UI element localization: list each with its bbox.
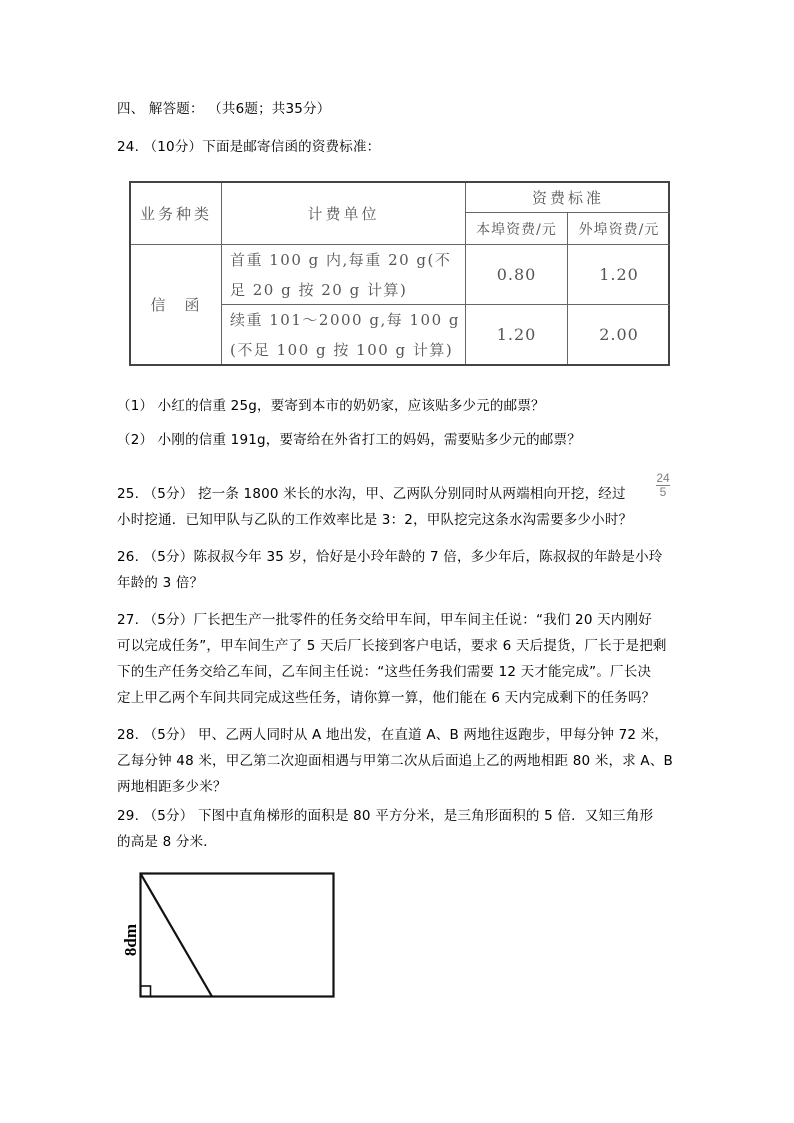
row-1-unit-line2: 足 20 g 按 20 g 计算): [230, 281, 408, 299]
header-standard: 资费标准: [531, 189, 604, 207]
row-2-unit-line2: (不足 100 g 按 100 g 计算): [230, 341, 454, 359]
question-27-line-3: 下的生产任务交给乙车间，乙车间主任说：“这些任务我们需要 12 天才能完成”。厂长决: [117, 664, 652, 680]
row-2-unit: [222, 305, 465, 364]
row-2-unit-line1: 续重 101～2000 g,每 100 g: [230, 311, 460, 329]
question-24-sub-1: （1） 小红的信重 25g，要寄到本市的奶奶家，应该贴多少元的邮票？: [117, 398, 545, 414]
question-25-line-1: 25. （5分） 挖一条 1800 米长的水沟，甲、乙两队分别同时从两端相向开挖，经过: [117, 486, 626, 502]
header-unit: 计费单位: [307, 205, 380, 223]
question-24-sub-2: （2） 小刚的信重 191g，要寄给在外省打工的妈妈，需要贴多少元的邮票？: [117, 432, 581, 448]
trapezoid-figure: [139, 872, 335, 998]
question-28-line-1: 28. （5分） 甲、乙两人同时从 A 地出发，在直道 A、B 两地往返跑步，甲每分钟 72 米，: [117, 727, 669, 743]
question-27-line-1: 27. （5分）厂长把生产一批零件的任务交给甲车间，甲车间主任说：“我们 20 天内刚好: [117, 612, 652, 628]
question-29-line-1: 29. （5分） 下图中直角梯形的面积是 80 平方分米，是三角形面积的 5 倍．又知三角形: [117, 808, 654, 824]
question-25-line-2: 小时挖通．已知甲队与乙队的工作效率比是 3：2，甲队挖完这条水沟需要多少小时？: [117, 512, 633, 528]
category-value: 信 函: [150, 296, 202, 314]
row-1-unit: [222, 245, 465, 304]
fraction-denominator: 5: [659, 485, 667, 499]
header-category: 业务种类: [139, 205, 212, 223]
row-2-local: 1.20: [496, 325, 537, 344]
question-28-line-3: 两地相距多少米？: [117, 779, 227, 795]
row-2-remote: 2.00: [599, 325, 639, 344]
question-26-line-2: 年龄的 3 倍？: [117, 575, 204, 591]
row-1-unit-line1: 首重 100 g 内,每重 20 g(不: [230, 251, 452, 269]
section-title: 四、 解答题： （共6题；共35分）: [117, 101, 331, 117]
fraction-numerator: 24: [656, 471, 670, 485]
question-26-line-1: 26. （5分）陈叔叔今年 35 岁，恰好是小玲年龄的 7 倍，多少年后，陈叔叔的年龄是小玲: [117, 549, 663, 565]
question-27-line-2: 可以完成任务”，甲车间生产了 5 天后厂长接到客户电话，要求 6 天后提货，厂长于是把剩: [117, 638, 667, 654]
question-24-stem: 24. （10分）下面是邮寄信函的资费标准：: [117, 139, 381, 155]
question-29-line-2: 的高是 8 分米．: [117, 834, 217, 850]
row-1-remote: 1.20: [599, 265, 639, 284]
postage-table: [129, 181, 670, 366]
header-local: 本埠资费/元: [476, 221, 557, 238]
fraction-24-5: [655, 472, 671, 499]
height-label: 8dm: [121, 923, 140, 957]
trapezoid-diagram: [139, 872, 335, 998]
question-28-line-2: 乙每分钟 48 米，甲乙第二次迎面相遇与甲第二次从后面追上乙的两地相距 80 米，求 A、B: [117, 753, 674, 769]
header-remote: 外埠资费/元: [578, 221, 660, 238]
row-1-local: 0.80: [496, 265, 537, 284]
question-27-line-4: 定上甲乙两个车间共同完成这些任务，请你算一算，他们能在 6 天内完成剩下的任务吗？: [117, 690, 656, 706]
